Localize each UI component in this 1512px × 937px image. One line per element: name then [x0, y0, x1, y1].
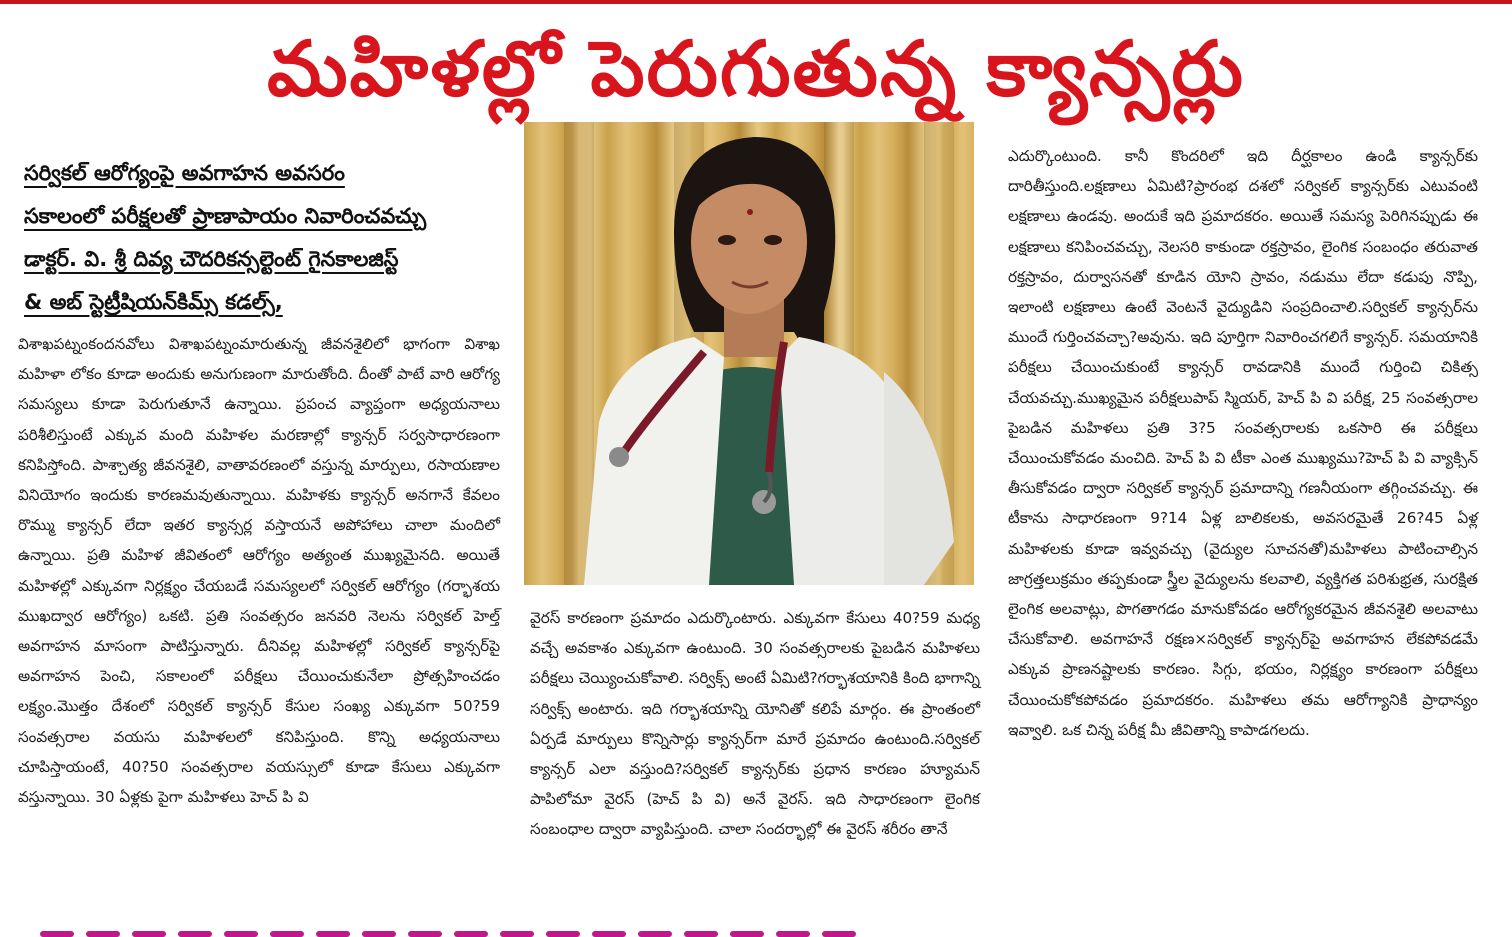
subhead-4-affiliation: & అబ్ స్టెట్రీషియన్‌కిమ్స్ కడల్స్,	[24, 290, 283, 314]
article-column-right	[1008, 141, 1478, 745]
headline: మహిళల్లో పెరుగుతున్న క్యాన్సర్లు	[267, 24, 1245, 113]
subhead-3-author: డాక్టర్. వి. శ్రీ దివ్య చౌదరికన్సల్టెంట్ గైనకాలజిస్ట్	[24, 247, 399, 271]
article-column-middle	[530, 603, 980, 845]
body-text-right: ఎదుర్కొంటుంది. కానీ కొందరిలో ఇది దీర్ఘకాలం ఉండి క్యాన్సర్‌కు దారితీస్తుంది.లక్షణాలు ఏమిటి?ప్రారంభ దశలో సర్వికల్ క్యాన్సర్‌కు ఎటువంటి లక్షణాలు ఉండవు. అందుకే ఇది ప్రమాదకరం. అయితే సమస్య పెరిగినప్పుడు ఈ లక్షణాలు కనిపించవచ్చు, నెలసరి కాకుండా రక్తస్రావం, లైంగిక సంబంధం తరువాత రక్తస్రావం, దుర్వాసనతో కూడిన యోని స్రావం, నడుము లేదా కడుపు నొప్పి, ఇలాంటి లక్షణాలు ఉంటే వెంటనే వైద్యుడిని సంప్రదించాలి.సర్వికల్ క్యాన్సర్‌ను ముందే గుర్తించవచ్చా?అవును. ఇది పూర్తిగా నివారించగలిగే క్యాన్సర్. సమయానికి పరీక్షలు చేయించుకుంటే క్యాన్సర్ రావడానికి ముందే గుర్తించి చికిత్స చేయవచ్చు.ముఖ్యమైన పరీక్షలుపాప్ స్మియర్, హెచ్ పి వి పరీక్ష, 25 సంవత్సరాల పైబడిన మహిళలు ప్రతి 3?5 సంవత్సరాలకు ఒకసారి ఈ పరీక్షలు చేయించుకోవడం మంచిది. హెచ్ పి వి టీకా ఎంత ముఖ్యము?హెచ్ పి వి వ్యాక్సిన్ తీసుకోవడం ద్వారా సర్వికల్ క్యాన్సర్ ప్రమాదాన్ని గణనీయంగా తగ్గించవచ్చు. ఈ టీకాను సాధారణంగా 9?14 ఏళ్ల బాలికలకు, అవసరమైతే 26?45 ఏళ్ల మహిళలకు కూడా ఇవ్వవచ్చు (వైద్యుల సూచనతో)మహిళలు పాటించాల్సిన జాగ్రత్తలుక్రమం తప్పకుండా స్త్రీల వైద్యులను కలవాలి, వ్యక్తిగత పరిశుభ్రత, సురక్షిత లైంగిక అలవాట్లు, పొగతాగడం మానుకోవడం ఆరోగ్యకరమైన జీవనశైలి అలవాటు చేసుకోవాలి. అవగాహనే రక్షణ×సర్వికల్ క్యాన్సర్‌పై అవగాహన లేకపోవడమే ఎక్కువ ప్రాణనష్టాలకు కారణం. సిగ్గు, భయం, నిర్లక్ష్యం కారణంగా పరీక్షలు చేయించుకోకపోవడం ప్రమాదకరం. మహిళలు తమ ఆరోగ్యానికి ప్రాధాన్యం ఇవ్వాలి. ఒక చిన్న పరీక్ష మీ జీవితాన్ని కాపాడగలదు.	[1008, 147, 1478, 739]
cut-off-next-headline	[40, 922, 920, 937]
doctor-portrait-icon	[524, 122, 974, 585]
article-column-left	[18, 329, 500, 812]
top-rule	[0, 0, 1512, 4]
doctor-photo	[524, 122, 974, 585]
subhead-1: సర్వికల్ ఆరోగ్యంపై అవగాహన అవసరం	[24, 161, 345, 185]
body-text-middle: వైరస్ కారణంగా ప్రమాదం ఎదుర్కొంటారు. ఎక్కువగా కేసులు 40?59 మధ్య వచ్చే అవకాశం ఎక్కువగా ఉంటుంది. 30 సంవత్సరాలకు పైబడిన మహిళలు పరీక్షలు చెయ్యించుకోవాలి. సర్విక్స్ అంటే ఏమిటి?గర్భాశయానికి కింది భాగాన్ని సర్విక్స్ అంటారు. ఇది గర్భాశయాన్ని యోనితో కలిపే మార్గం. ఈ ప్రాంతంలో ఏర్పడే మార్పులు కొన్నిసార్లు క్యాన్సర్‌గా మారే ప్రమాదం ఉంటుంది.సర్వికల్ క్యాన్సర్ ఎలా వస్తుంది?సర్వికల్ క్యాన్సర్‌కు ప్రధాన కారణం హ్యూమన్ పాపిలోమా వైరస్ (హెచ్ పి వి) అనే వైరస్. ఇది సాధారణంగా లైంగిక సంబంధాల ద్వారా వ్యాపిస్తుంది. చాలా సందర్భాల్లో ఈ వైరస్ శరీరం తానే	[530, 609, 980, 839]
subhead-2: సకాలంలో పరీక్షలతో ప్రాణాపాయం నివారించవచ్చు	[24, 204, 427, 228]
body-text-left: విశాఖపట్నంకందనవోలు విశాఖపట్నంమారుతున్న జీవనశైలిలో భాగంగా విశాఖ మహిళా లోకం కూడా అందుకు అనుగుణంగా మారుతోంది. దీంతో పాటే వారి ఆరోగ్య సమస్యలు కూడా పెరుగుతూనే ఉన్నాయి. ప్రపంచ వ్యాప్తంగా అధ్యయనాలు పరిశీలిస్తుంటే ఎక్కువ మంది మహిళల మరణాల్లో క్యాన్సర్ సర్వసాధారణంగా కనిపిస్తోంది. పాశ్చాత్య జీవనశైలి, వాతావరణంలో వస్తున్న మార్పులు, రసాయణాల వినియోగం ఇందుకు కారణమవుతున్నాయి. మహిళకు క్యాన్సర్ అనగానే కేవలం రొమ్ము క్యాన్సర్ లేదా ఇతర క్యాన్సర్ల వస్తాయనే అపోహాలు చాలా మందిలో ఉన్నాయి. ప్రతి మహిళ జీవితంలో ఆరోగ్యం అత్యంత ముఖ్యమైనది. అయితే మహిళల్లో ఎక్కువగా నిర్లక్ష్యం చేయబడే సమస్యలలో సర్వికల్ ఆరోగ్యం (గర్భాశయ ముఖద్వార ఆరోగ్యం) ఒకటి. ప్రతి సంవత్సరం జనవరి నెలను సర్వికల్ హెల్త్ అవగాహన మాసంగా పాటిస్తున్నారు. దీనివల్ల మహిళల్లో సర్వికల్ క్యాన్సర్‌పై అవగాహన పెంచి, సకాలంలో పరీక్షలు చేయించుకునేలా ప్రోత్సహించడం లక్ష్యం.మొత్తం దేశంలో సర్వికల్ క్యాన్సర్ కేసుల సంఖ్య ఎక్కువగా 50?59 సంవత్సరాల వయసు మహిళలలో కనిపిస్తుంది. కొన్ని అధ్యయనాలు చూపిస్తాయంటే, 40?50 సంవత్సరాల వయస్సులో కూడా కేసులు ఎక్కువగా వస్తున్నాయి. 30 ఏళ్లకు పైగా మహిళలు హెచ్ పి వి	[18, 335, 500, 807]
subheads	[24, 152, 514, 324]
